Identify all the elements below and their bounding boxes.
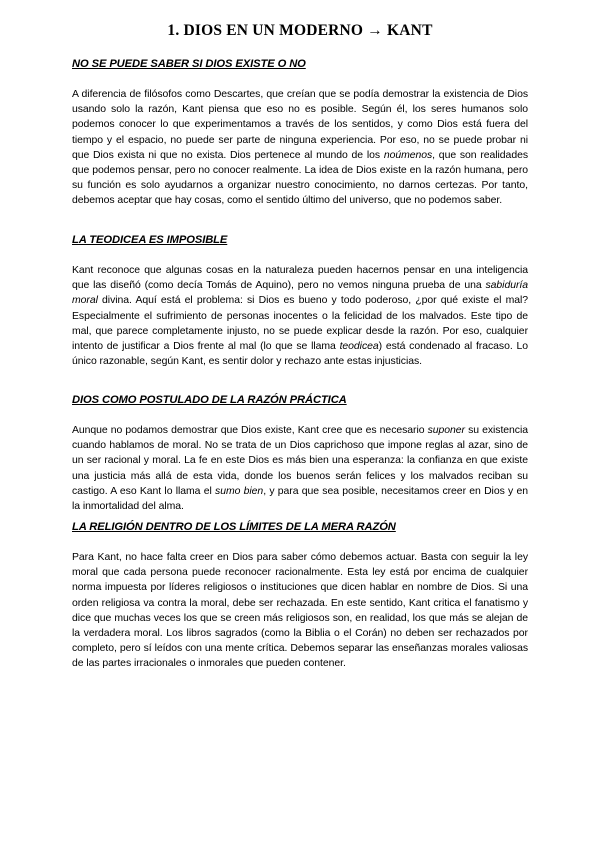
paragraph-text: A diferencia de filósofos como Descartes, que creían que se podía demostrar la existencia de Dios usando solo la razón, Kant piensa que eso no es posible. Según él, los seres humanos solo podemos conocer lo que experimentamos a través de los sentidos, y como Dios está fuera del tiempo y el espacio, no puede ser parte de ninguna experiencia. Por eso, no se puede probar ni que Dios exista ni que no exista. Dios pertenece al mundo de los [72,89,528,161]
section-heading: NO SE PUEDE SABER SI DIOS EXISTE O NO [72,58,306,70]
paragraph-text: su existencia cuando hablamos de moral. No se trata de un Dios caprichoso que impone reglas al azar, sino de un ser racional y moral. La fe en este Dios es más bien una esperanza: la confianza en que existe una justicia más allá de esta vida, donde los buenos serán felices y los malvados reciban su castigo. A eso Kant lo llama el [72,425,528,497]
section-paragraph [72,423,528,514]
paragraph-text: , que son realidades que podemos pensar, pero no conocer realmente. La idea de Dios existe en la razón humana, pero su función es solo ayudarnos a organizar nuestro conocimiento, no darnos certezas. Por tanto, debemos aceptar que hay cosas, como el sentido último del universo, que no podemos saber. [72,149,528,207]
paragraph-text: Aunque no podamos demostrar que Dios existe, Kant cree que es necesario [72,425,428,436]
section-heading: DIOS COMO POSTULADO DE LA RAZÓN PRÁCTICA [72,394,347,406]
paragraph-italic: sabiduría moral [72,280,528,307]
section-postulate [72,394,528,514]
paragraph-italic: teodicea [339,341,379,353]
paragraph-text: Kant reconoce que algunas cosas en la naturaleza pueden hacernos pensar en una inteligencia que las diseñó (como decía Tomás de Aquino), pero no vemos ninguna prueba de una [72,265,528,292]
section-theodicy [72,234,528,369]
paragraph-text: , y para que sea posible, necesitamos creer en Dios y en la inmortalidad del alma. [72,485,529,513]
page-title: 1. DIOS EN UN MODERNO → KANT [167,22,433,39]
paragraph-italic: noúmenos [383,149,433,161]
section-heading: LA TEODICEA ES IMPOSIBLE [72,234,228,246]
paragraph-italic: sumo bien [215,485,264,497]
paragraph-text: ) está condenado al fracaso. Lo único razonable, según Kant, es sentir dolor y rechazo ante estas injusticias. [72,341,528,368]
section-paragraph [72,87,528,209]
section-paragraph [72,263,528,369]
section-religion [72,521,528,672]
section-agnosticism [72,58,528,209]
paragraph-text: divina. Aquí está el problema: si Dios es bueno y todo poderoso, ¿por qué existe el mal? Especialmente el sufrimiento de personas inocentes o la felicidad de los malvados. Este tipo de mal, que parece completamente injusto, no se puede explicar desde la razón. Por eso, cualquier intento de justificar a Dios frente al mal (lo que se llama [72,295,528,353]
paragraph-italic: suponer [427,425,465,436]
section-paragraph: Para Kant, no hace falta creer en Dios para saber cómo debemos actuar. Basta con seguir la ley moral que cada persona puede reconocer racionalmente. Esta ley está por encima de cualquier norma impuesta por líderes religiosos o instituciones que dicen hablar en nombre de Dios. Si una orden religiosa va contra la moral, debe ser rechazada. En este sentido, Kant critica el fanatismo y dice que muchas veces los que se creen más religiosos son, en realidad, los que más se alejan de la verdadera moral. Los libros sagrados (como la Biblia o el Corán) no deben ser rechazados por completo, pero sí leídos con una mente crítica. Debemos separar las enseñanzas morales valiosas de las partes irracionales o inmorales que pueden contener. [72,552,528,670]
section-heading: LA RELIGIÓN DENTRO DE LOS LÍMITES DE LA MERA RAZÓN [72,521,396,533]
